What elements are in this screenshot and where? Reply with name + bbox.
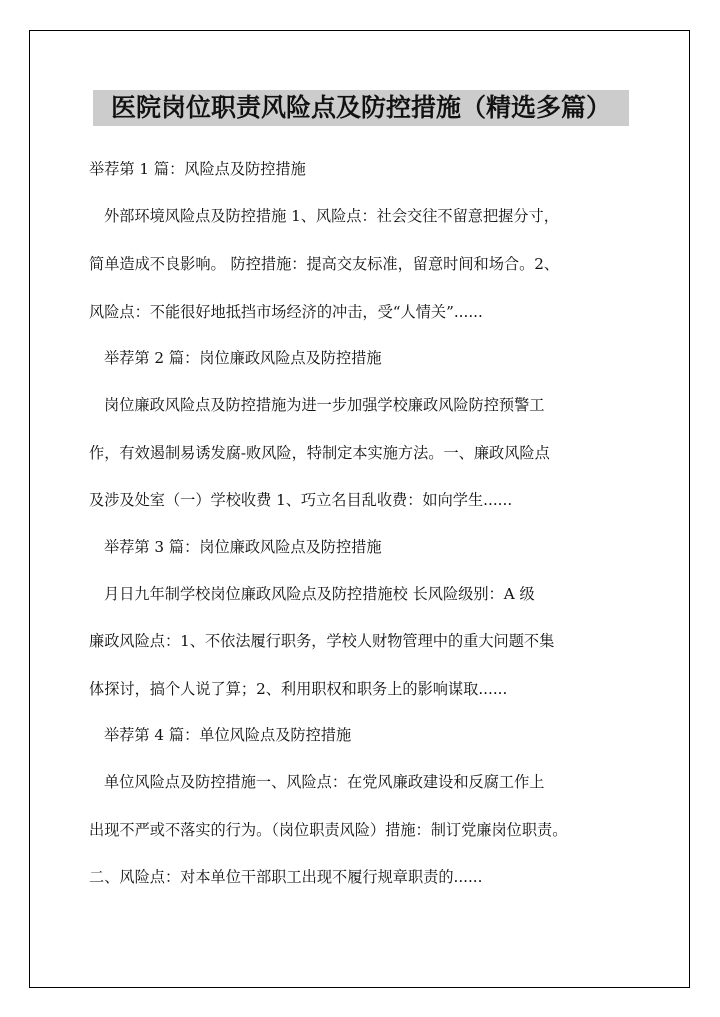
paragraph-line: 风险点：不能很好地抵挡市场经济的冲击，受“人情关”...... bbox=[89, 303, 483, 321]
document-page bbox=[29, 30, 690, 988]
section-heading-4: 举荐第 4 篇：单位风险点及防控措施 bbox=[104, 726, 352, 744]
paragraph-line: 外部环境风险点及防控措施 1、风险点：社会交往不留意把握分寸， bbox=[104, 207, 559, 225]
paragraph-line: 及涉及处室（一）学校收费 1、巧立名目乱收费：如向学生...... bbox=[89, 491, 513, 509]
section-heading-3: 举荐第 3 篇：岗位廉政风险点及防控措施 bbox=[104, 538, 382, 556]
section-heading-2: 举荐第 2 篇：岗位廉政风险点及防控措施 bbox=[104, 349, 382, 367]
paragraph-line: 单位风险点及防控措施一、风险点：在党风廉政建设和反腐工作上 bbox=[104, 773, 545, 791]
section-heading-1: 举荐第 1 篇：风险点及防控措施 bbox=[89, 160, 306, 178]
paragraph-line: 二、风险点：对本单位干部职工出现不履行规章职责的...... bbox=[89, 868, 483, 886]
paragraph-line: 出现不严或不落实的行为。（岗位职责风险）措施：制订党廉岗位职责。 bbox=[89, 821, 568, 839]
paragraph-line: 廉政风险点：1、不依法履行职务，学校人财物管理中的重大问题不集 bbox=[89, 632, 555, 650]
paragraph-line: 月日九年制学校岗位廉政风险点及防控措施校 长风险级别：A 级 bbox=[104, 585, 535, 603]
paragraph-line: 体探讨，搞个人说了算；2、利用职权和职务上的影响谋取...... bbox=[89, 680, 508, 698]
paragraph-line: 岗位廉政风险点及防控措施为进一步加强学校廉政风险防控预警工 bbox=[104, 396, 545, 414]
document-title: 医院岗位职责风险点及防控措施（精选多篇） bbox=[93, 90, 629, 126]
paragraph-line: 简单造成不良影响。 防控措施：提高交友标准，留意时间和场合。2、 bbox=[89, 255, 560, 273]
paragraph-line: 作，有效遏制易诱发腐-败风险，特制定本实施方法。一、廉政风险点 bbox=[89, 444, 550, 462]
